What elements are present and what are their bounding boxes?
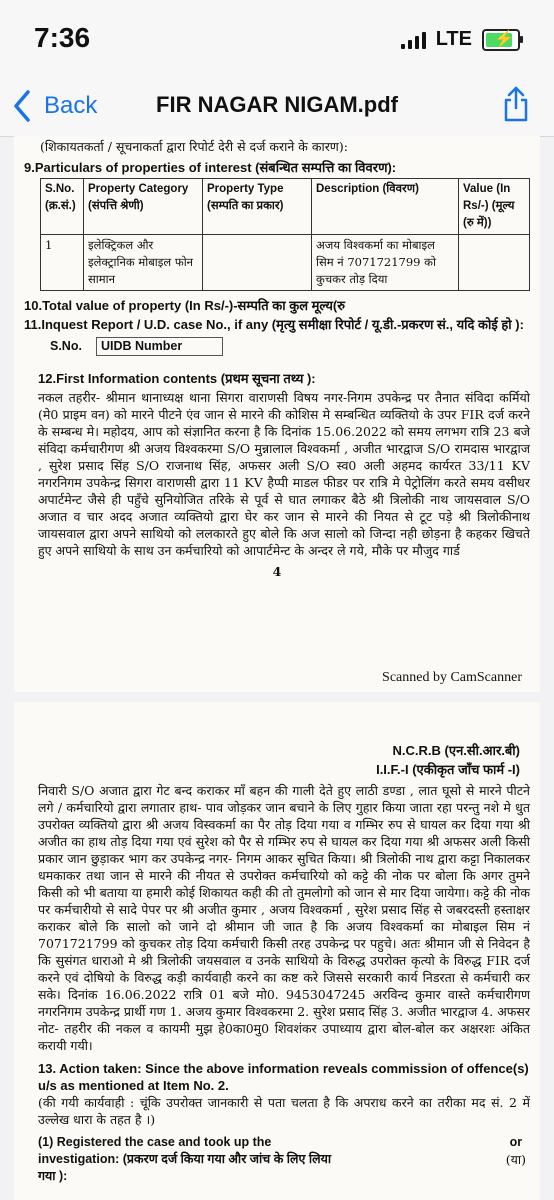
table-header-row: [41, 179, 530, 235]
section-9-title: 9.Particulars of properties of interest (संबन्धित सम्पत्ति का विवरण):: [24, 160, 397, 175]
cell-description: अजय विश्वकर्मा का मोबाइल सिम नं 7071721799 को कुचकर तोड़ दिया: [312, 235, 459, 291]
or-english: or: [509, 1135, 523, 1149]
section-12-title: 12.First Information contents (प्रथम सूचना तथ्य ):: [38, 371, 316, 386]
share-button[interactable]: [502, 84, 530, 128]
share-icon: [502, 84, 530, 124]
or-label: [506, 1134, 526, 1168]
section-13-hindi: (की गयी कार्यवाही : चूंकि उपरोक्त जानकारी से पता चलता है कि अपराध करने का तरीका मद सं. 2 में उल्लेख धारा के तहत है ।): [38, 1095, 530, 1127]
back-label: Back: [44, 92, 98, 119]
or-hindi: (या): [505, 1152, 526, 1167]
uidb-row: [50, 337, 540, 356]
pdf-page-2: [14, 702, 540, 1200]
section-10: 10.Total value of property (In Rs/-)-सम्पति का कुल मूल्य(रु: [24, 298, 345, 313]
table-row: [41, 235, 530, 291]
iif-header: I.I.F.-I (एकीकृत जाँच फार्म -I): [376, 762, 520, 777]
cell-value: [459, 235, 530, 291]
col-type: Property Type (सम्पति का प्रकार): [203, 179, 312, 235]
cell-category: इलेक्ट्रिकल और इलेक्ट्रानिक मोबाइल फोन सामान: [84, 235, 203, 291]
status-indicators: [401, 28, 520, 51]
ncrb-header: N.C.R.B (एन.सी.आर.बी): [392, 743, 520, 758]
col-description: Description (विवरण): [312, 179, 459, 235]
col-sno: S.No. (क्र.सं.): [41, 179, 84, 235]
uidb-field: UIDB Number: [96, 337, 223, 356]
status-bar: [0, 0, 554, 80]
navigation-bar: [0, 80, 554, 137]
battery-icon: ⚡: [482, 29, 520, 51]
network-label: LTE: [435, 28, 472, 50]
col-category: Property Category (संपत्ति श्रेणी): [84, 179, 203, 235]
sno-label: S.No.: [50, 339, 82, 353]
scanner-watermark: Scanned by CamScanner: [382, 670, 522, 685]
reasons-delay-hindi: (शिकायतकर्ता / सूचनाकर्ता द्वारा रिपोर्ट देरी से दर्ज कराने के कारण):: [40, 139, 348, 154]
section-11: 11.Inquest Report / U.D. case No., if any (मृत्यु समीक्षा रिपोर्ट / यू.डी.-प्रकरण सं., यदि कोई हो ):: [24, 317, 524, 332]
property-table: [40, 178, 530, 291]
signal-icon: [401, 31, 426, 49]
document-title: FIR NAGAR NIGAM.pdf: [156, 92, 398, 117]
page-number: 4: [272, 564, 282, 579]
cell-sno: 1: [41, 235, 84, 291]
first-information-continued: निवारी S/O अजात द्वारा गेट बन्द कराकर माँ बहन की गाली देते हुए लाठी डण्डा , लात घूसो से मारने पीटने लगे / कर्मचारियो द्वारा लगातार हाथ- पाव जोड़कर जान बचाने के लिए गुहार किया जाता रहा परन्तु नशे मे धुत उपरोक्त व्यक्तियो द्वारा श्री अजय विस्वकर्मा का पैर तोड़ दिया गया व गम्भिर रुप से घायल कर दिया गया श्री अजीत का हाथ तोड़ दिया गया एवं सुरेश को पैर से गम्भिर रुप से घायल कर दिया गया श्री अफसर अली किसी प्रकार जान छुड़ाकर भाग कर उपकेन्द्र नगर- निगम आकर सुचित किया। श्री त्रिलोकी नाथ द्वारा कट्टा निकालकर धमकाकर तथा जान से मारने की नीयत से उपरोक्त कर्मचारियो को कट्टे की नोक पर बोला कि अगर तुमने किसी को भी बताया या हमारी कोई शिकायत कही की तो तुमलोगो को जान से मार दिया जायेगा। कट्टे की नोक पर कर्मचारीयो से सादे पेपर पर श्री अजीत कुमार , अजय विश्वकर्मा , सुरेश प्रसाद सिंह से जबरदस्ती हस्ताक्षर कराकर बोले कि सालो को जाने दो श्रीमान जी जात है कि अजय विश्वकर्मा का मोबाइल सिम नं 7071721799 को कुचकर तोड़ दिया कर्मचारी किसी तरह उपकेन्द्र पर पहुचे। अतः श्रीमान जी से निवेदन है कि सुसंगत धाराओ मे श्री त्रिलोकी जयसवाल व उनके साथियो के विरुद्ध उपरोक्त कृत्यो के विरुद्ध FIR दर्ज करने एवं दोषियो के विरुद्ध कड़ी कार्यवाही करने का कष्ट करे जिससे सरकारी कार्य निडरता से कर्मचारी कर सके। दिनांक 16.06.2022 रात्रि 01 बजे मो0. 9453047245 अरविन्द कुमार वास्ते कर्मचारीगण नगरनिगम उपकेन्द्र प्रार्थी गण 1. अजय कुमार विश्वकरमा 2. सुरेश प्रसाद सिंह 3. अजीत भारद्वाज 4. अफसर नोट- तहरीर की नकल व कायमी मुझ हे0का0मु0 शिवशंकर उपाध्याय द्वारा बोल-बोल कर अक्षरशः अंकित करायी गयी।: [38, 783, 530, 1053]
action-item-1: [38, 1134, 540, 1185]
col-value: Value (In Rs/-) (मूल्य (रु में)): [459, 179, 530, 235]
cell-type: [203, 235, 312, 291]
action-item-1-text: (1) Registered the case and took up the investigation: (प्रकरण दर्ज किया गया और जांच के लिए लिया गया ):: [38, 1135, 332, 1183]
pdf-page-1: [14, 136, 540, 692]
section-13-title: 13. Action taken: Since the above information reveals commission of offence(s) u/s as mentioned at Item No. 2.: [38, 1061, 529, 1093]
status-time: 7:36: [34, 22, 91, 53]
first-information-body: नकल तहरीर- श्रीमान थानाध्यक्ष थाना सिगरा वाराणसी विषय नगर-निगम उपकेन्द्र पर तैनात संविदा कर्मियो (मे0 प्राइम वन) को मारने पीटने एंव जान से मारने की कोशिस मे सम्बन्धित व्यक्तियो के उपर FIR दर्ज करने के सम्बन्ध मे। महोदय, आप को संज्ञानित करना है कि दिनांक 15.06.2022 को समय लगभग रात्रि 23 बजे संविदा कर्मचारीगण श्री अजय विश्वकरमा S/O मुन्नालाल विश्वकर्मा , अजीत भारद्वाज S/O रामदास भारद्वाज , सुरेश प्रसाद सिंह S/O राजनाथ सिंह, अफसर अली S/O स्व0 अली अहमद कार्यरत 33/11 KV नगरनिगम उपकेन्द्र सिगरा वाराणसी द्वारा 11 KV हैप्पी माडल फीडर पर रात्रि मे पेट्रोलिंग करते समय वसीधर अपार्टमेन्ट जैसे ही पहुँचे सुनियोजित तरिके से पूर्व से घात लगाकर बैठे श्री त्रिलोकी नाथ जायसवाल S/O अजात व चार अदद अजात व्यक्तियो द्वारा घेर कर जान से मारने की नियत से टूट पड़े श्री त्रिलोकीनाथ जायसवाल द्वारा अपने साथियो को ललकारते हुए बोले कि अज सालो को जिन्दा नही छोड़ना है कहकर खिचते हुए अपने साथियो के साथ उन कर्मचारियो को आपार्टमेन्ट के अन्दर ले गये, मौके पर मौजुद गार्ड: [38, 390, 530, 558]
